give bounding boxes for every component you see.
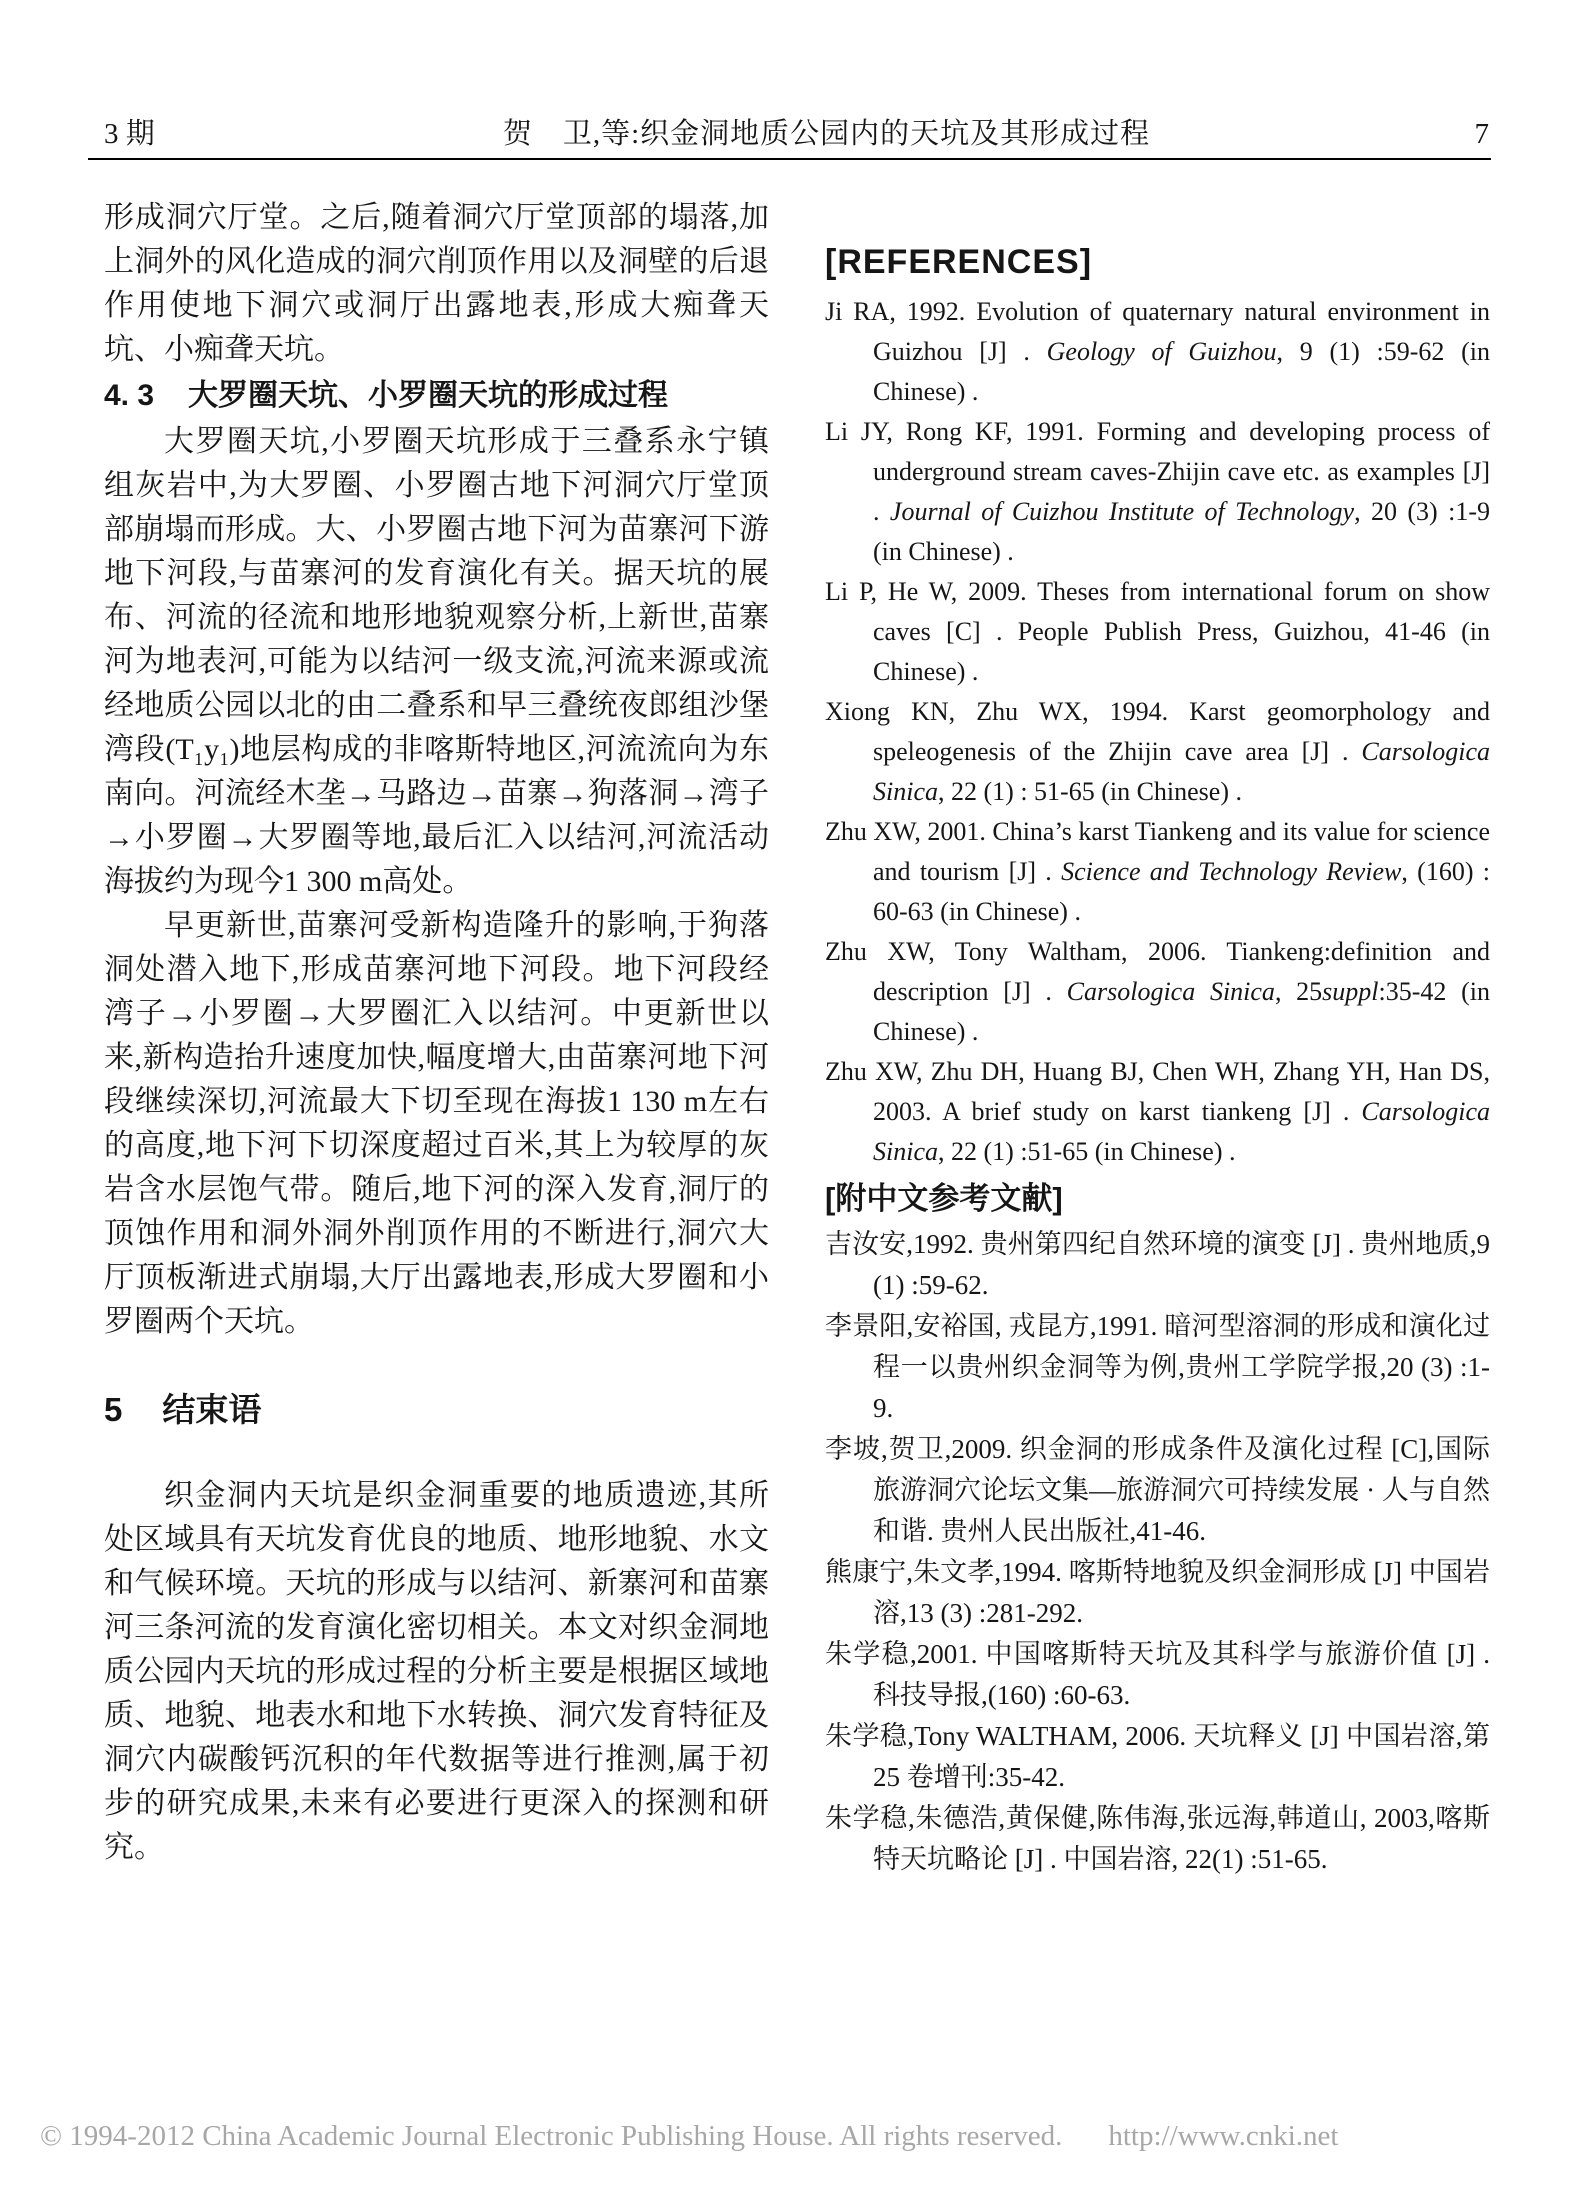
paragraph: 形成洞穴厅堂。之后,随着洞穴厅堂顶部的塌落,加上洞外的风化造成的洞穴削顶作用以及洞壁的后退作用使地下洞穴或洞厅出露地表,形成大痴聋天坑、小痴聋天坑。 — [104, 201, 769, 366]
chinese-references-heading: [附中文参考文献] — [825, 1181, 1063, 1216]
page-header — [104, 116, 1489, 152]
left-column — [104, 196, 769, 1880]
section-number: 5 — [104, 1391, 123, 1428]
header-issue-label: 3 期 — [104, 118, 155, 150]
journal-name: Geology of Guizhou — [1046, 337, 1277, 366]
reference-text: 李景阳,安裕国, 戎昆方,1991. 暗河型溶洞的形成和演化过程一以贵州织金洞等为例,贵州工学院学报,20 (3) :1-9. — [825, 1311, 1490, 1423]
reference-text: , (160) : 60-63 (in Chinese) . — [873, 857, 1491, 926]
paragraph: 大罗圈天坑,小罗圈天坑形成于三叠系永宁镇组灰岩中,为大罗圈、小罗圈古地下河洞穴厅堂顶部崩塌而形成。大、小罗圈古地下河为苗寨河下游地下河段,与苗寨河的发育演化有关。据天坑的展布、河流的径流和地形地貌观察分析,上新世,苗寨河为地表河,可能为以结河一级支流,河流来源或流经地质公园以北的由二叠系和早三叠统夜郎组沙堡湾段(T₁y₁)地层构成的非喀斯特地区,河流流向为东南向。河流经木垄→马路边→苗寨→狗落洞→湾子→小罗圈→大罗圈等地,最后汇入以结河,河流活动海拔约为现今1 300 m高处。 — [104, 425, 769, 898]
journal-name: suppl — [1322, 977, 1379, 1006]
reference-text: 朱学稳,2001. 中国喀斯特天坑及其科学与旅游价值 [J] . 科技导报,(160) :60-63. — [825, 1639, 1490, 1710]
reference-text: Zhu XW, Zhu DH, Huang BJ, Chen WH, Zhang YH, Han DS, 2003. A brief study on karst tiankeng [J] . — [825, 1057, 1490, 1126]
header-page-number: 7 — [1474, 118, 1489, 150]
header-running-title: 贺 卫,等:织金洞地质公园内的天坑及其形成过程 — [502, 118, 1151, 150]
journal-name: Carsologica Sinica — [873, 1097, 1490, 1166]
reference-text: , 9 (1) :59-62 (in Chinese) . — [873, 337, 1491, 406]
reference-item — [825, 1716, 1490, 1798]
reference-item — [825, 1552, 1490, 1634]
header-rule — [88, 158, 1491, 160]
reference-item — [825, 412, 1490, 572]
journal-name: Journal of Cuizhou Institute of Technology — [889, 497, 1355, 526]
reference-text: 熊康宁,朱文孝,1994. 喀斯特地貌及织金洞形成 [J] 中国岩溶,13 (3) :281-292. — [825, 1557, 1490, 1628]
reference-text: , 22 (1) :51-65 (in Chinese) . — [938, 1137, 1236, 1166]
cnki-url: http://www.cnki.net — [1108, 2120, 1339, 2152]
reference-text: :35-42 (in Chinese) . — [873, 977, 1491, 1046]
section-heading — [104, 374, 769, 418]
reference-text: Xiong KN, Zhu WX, 1994. Karst geomorphology and speleogenesis of the Zhijin cave area [J] . — [825, 697, 1490, 766]
reference-text: Li JY, Rong KF, 1991. Forming and developing process of underground stream caves-Zhijin cave etc. as examples [J] . — [825, 417, 1490, 526]
english-references-list — [825, 292, 1490, 1172]
section-heading — [104, 1386, 769, 1434]
reference-text: 朱学稳,朱德浩,黄保健,陈伟海,张远海,韩道山, 2003,喀斯特天坑略论 [J] . 中国岩溶, 22(1) :51-65. — [825, 1803, 1490, 1874]
journal-name: Science and Technology Review — [1061, 857, 1402, 886]
reference-item — [825, 1306, 1490, 1429]
two-column-body — [104, 196, 1490, 1880]
paragraph: 织金洞内天坑是织金洞重要的地质遗迹,其所处区域具有天坑发育优良的地质、地形地貌、水文和气候环境。天坑的形成与以结河、新寨河和苗寨河三条河流的发育演化密切相关。本文对织金洞地质公园内天坑的形成过程的分析主要是根据区域地质、地貌、地表水和地下水转换、洞穴发育特征及洞穴内碳酸钙沉积的年代数据等进行推测,属于初步的研究成果,未来有必要进行更深入的探测和研究。 — [104, 1479, 769, 1864]
journal-name: Carsologica Sinica — [1066, 977, 1275, 1006]
reference-text: Li P, He W, 2009. Theses from international forum on show caves [C] . People Publish Press, Guizhou, 41-46 (in Chinese) . — [825, 577, 1490, 686]
reference-text: Ji RA, 1992. Evolution of quaternary natural environment in Guizhou [J] . — [825, 297, 1490, 366]
reference-item — [825, 932, 1490, 1052]
reference-text: Zhu XW, 2001. China’s karst Tiankeng and its value for science and tourism [J] . — [825, 817, 1490, 886]
reference-text: 李坡,贺卫,2009. 织金洞的形成条件及演化过程 [C],国际旅游洞穴论坛文集—旅游洞穴可持续发展 · 人与自然和谐. 贵州人民出版社,41-46. — [825, 1434, 1490, 1546]
reference-item — [825, 1429, 1490, 1552]
reference-text: , 25 — [1274, 977, 1323, 1006]
reference-text: 朱学稳,Tony WALTHAM, 2006. 天坑释义 [J] 中国岩溶,第 25 卷增刊:35-42. — [825, 1721, 1490, 1792]
paragraph: 早更新世,苗寨河受新构造隆升的影响,于狗落洞处潜入地下,形成苗寨河地下河段。地下河段经湾子→小罗圈→大罗圈汇入以结河。中更新世以来,新构造抬升速度加快,幅度增大,由苗寨河地下河段继续深切,河流最大下切至现在海拔1 130 m左右的高度,地下河下切深度超过百米,其上为较厚的灰岩含水层饱气带。随后,地下河的深入发育,洞厅的顶蚀作用和洞外洞外削顶作用的不断进行,洞穴大厅顶板渐进式崩塌,大厅出露地表,形成大罗圈和小罗圈两个天坑。 — [104, 909, 769, 1338]
journal-name: Carsologica Sinica — [873, 737, 1490, 806]
section-title: 结束语 — [162, 1391, 262, 1428]
reference-item — [825, 292, 1490, 412]
reference-text: Zhu XW, Tony Waltham, 2006. Tiankeng:definition and description [J] . — [825, 937, 1490, 1006]
reference-item — [825, 812, 1490, 932]
right-column — [825, 196, 1490, 1880]
reference-item — [825, 1634, 1490, 1716]
section-number: 4. 3 — [104, 379, 155, 412]
reference-item — [825, 692, 1490, 812]
section-title: 大罗圈天坑、小罗圈天坑的形成过程 — [188, 379, 669, 412]
reference-item — [825, 1224, 1490, 1306]
references-heading: [REFERENCES] — [825, 243, 1093, 281]
reference-item — [825, 572, 1490, 692]
reference-text: , 20 (3) :1-9 (in Chinese) . — [873, 497, 1490, 566]
reference-item — [825, 1052, 1490, 1172]
chinese-references-list — [825, 1224, 1490, 1880]
reference-text: , 22 (1) : 51-65 (in Chinese) . — [938, 777, 1243, 806]
reference-text: 吉汝安,1992. 贵州第四纪自然环境的演变 [J] . 贵州地质,9 (1) :59-62. — [825, 1229, 1490, 1300]
reference-item — [825, 1798, 1490, 1880]
page-footer — [40, 2118, 1545, 2154]
copyright-text: © 1994-2012 China Academic Journal Electronic Publishing House. All rights reserved. — [40, 2120, 1063, 2152]
